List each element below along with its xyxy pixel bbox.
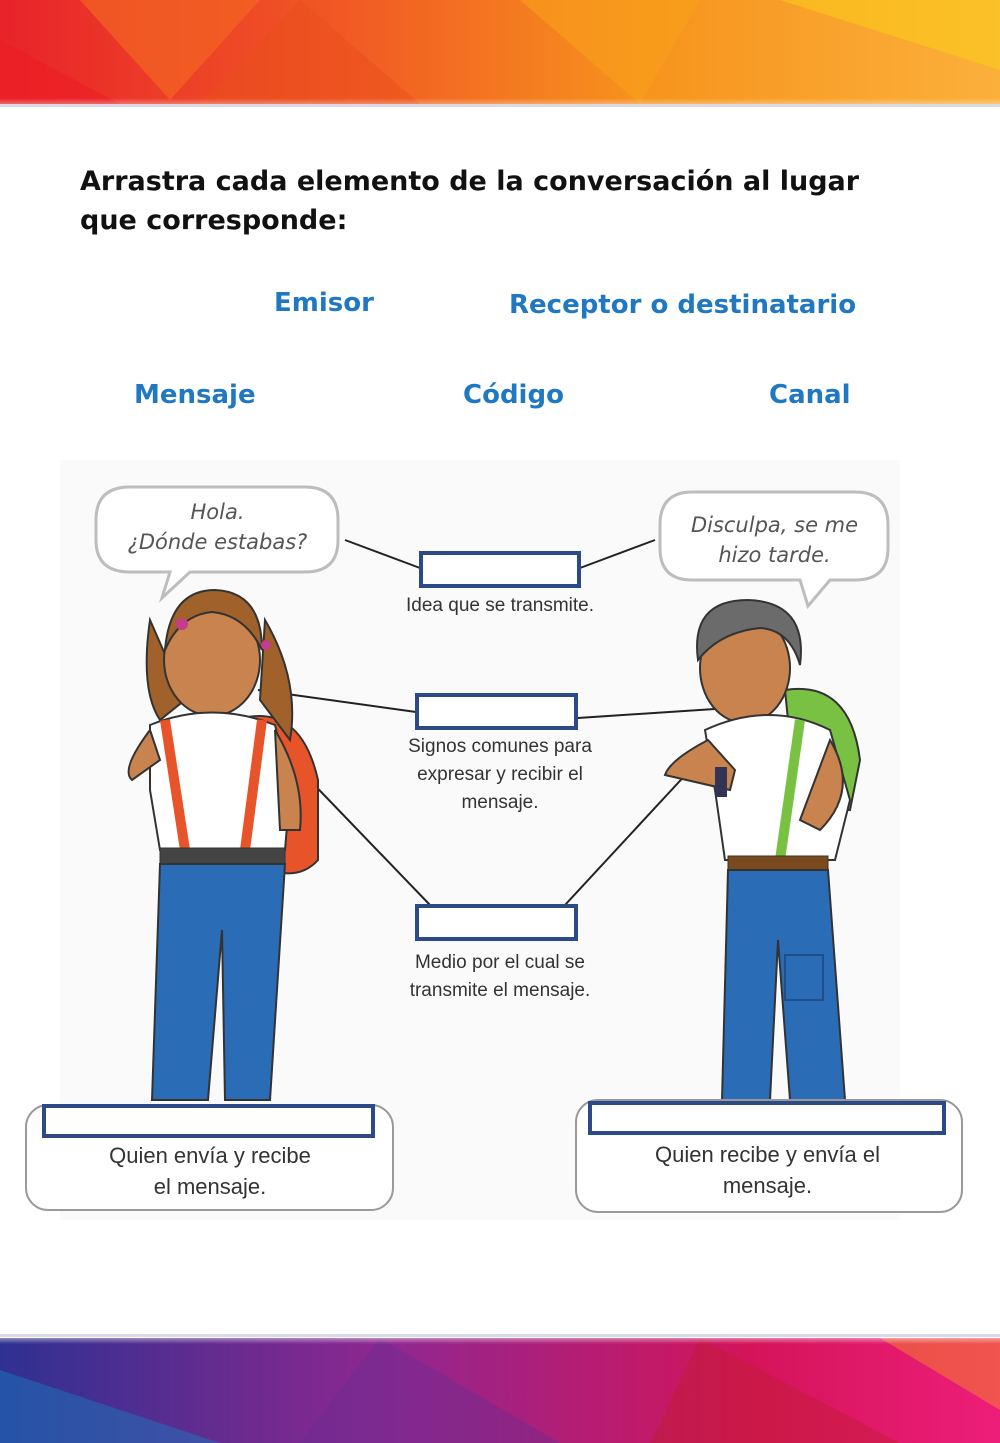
emisor-box-text: [40, 1140, 380, 1202]
bottom-banner: [0, 1330, 1000, 1443]
girl-bubble-line2: ¿Dónde estabas?: [127, 530, 308, 554]
emisor-box-line2: el mensaje.: [153, 1174, 267, 1199]
emisor-box-line1: Quien envía y recibe: [109, 1143, 311, 1168]
mensaje-description: Idea que se transmite.: [406, 595, 594, 616]
dropzone-emisor[interactable]: [42, 1104, 375, 1138]
dropzone-canal[interactable]: [415, 904, 578, 941]
draggable-canal[interactable]: Canal: [769, 380, 851, 410]
receptor-box-line2: mensaje.: [722, 1173, 813, 1198]
codigo-description-line2: expresar y recibir el: [417, 764, 583, 785]
dropzone-codigo[interactable]: [415, 693, 578, 730]
codigo-description-line1: Signos comunes para: [408, 736, 592, 757]
canal-description-line1: Medio por el cual se: [414, 952, 586, 973]
dropzone-mensaje[interactable]: [419, 551, 581, 588]
canal-description-line2: transmite el mensaje.: [409, 980, 591, 1001]
girl-bubble-line1: Hola.: [190, 500, 245, 524]
draggable-emisor[interactable]: Emisor: [274, 288, 374, 318]
instructions-text: Arrastra cada elemento de la conversación al lugar que corresponde:: [80, 166, 860, 236]
girl-bubble-text: [100, 497, 335, 557]
receptor-box-line1: Quien recibe y envía el: [654, 1142, 881, 1167]
codigo-description-line3: mensaje.: [461, 792, 539, 813]
canal-description: [370, 949, 630, 1005]
draggable-receptor[interactable]: Receptor o destinatario: [509, 290, 857, 320]
draggable-codigo[interactable]: Código: [463, 380, 564, 410]
top-banner: [0, 0, 1000, 118]
boy-bubble-line2: hizo tarde.: [718, 543, 831, 567]
dropzone-receptor[interactable]: [588, 1101, 946, 1135]
receptor-box-text: [590, 1139, 945, 1201]
draggable-mensaje[interactable]: Mensaje: [134, 380, 256, 410]
codigo-description: [370, 733, 630, 817]
boy-bubble-text: [662, 510, 887, 570]
boy-bubble-line1: Disculpa, se me: [690, 513, 859, 537]
